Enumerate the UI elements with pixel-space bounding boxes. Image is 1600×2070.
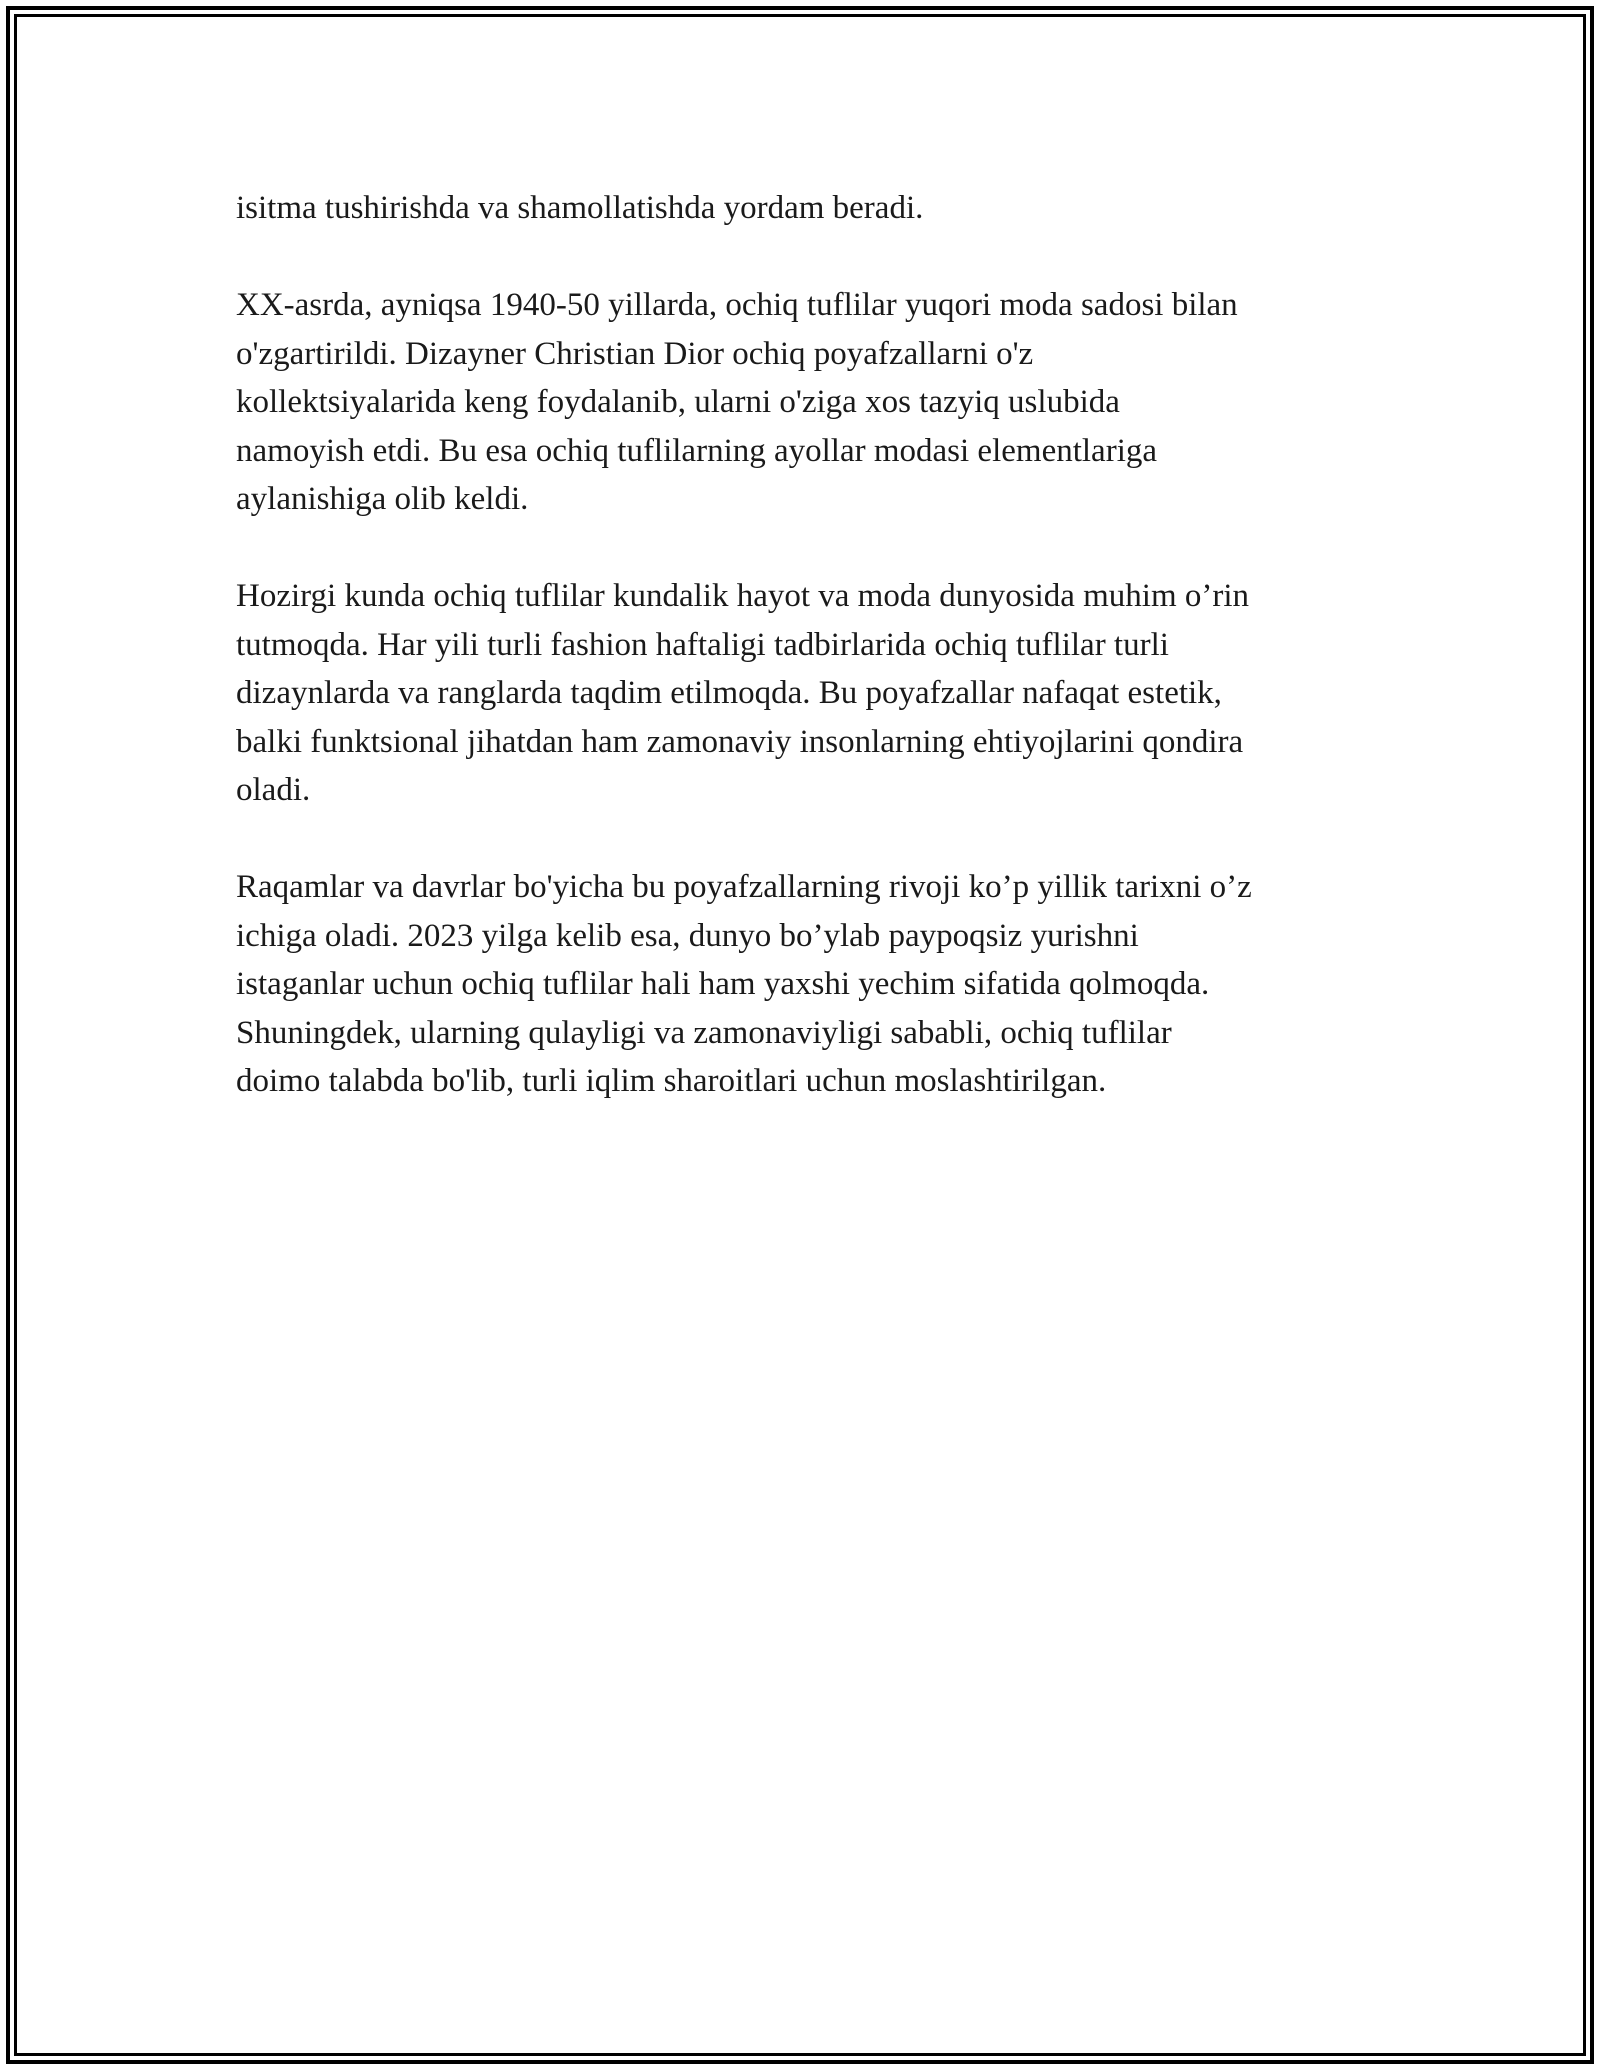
document-body [236,184,1386,1154]
paragraph-continuation: isitma tushirishda va shamollatishda yordam beradi. [236,190,924,226]
paragraph-present-day: Hozirgi kunda ochiq tuflilar kundalik hayot va moda dunyosida muhim o’rin tutmoqda. Har yili turli fashion haftaligi tadbirlarida ochiq tuflilar turli dizaynlarda va ranglarda taqdim etilmoqda. Bu poyafzallar nafaqat estetik, balki funktsional jihatdan ham zamonaviy insonlarning ehtiyojlarini qondira oladi. [236,578,1250,808]
paragraph-development: Raqamlar va davrlar bo'yicha bu poyafzallarning rivoji ko’p yillik tarixni o’z ichiga oladi. 2023 yilga kelib esa, dunyo bo’ylab paypoqsiz yurishni istaganlar uchun ochiq tuflilar hali ham yaxshi yechim sifatida qolmoqda. Shuningdek, ularning qulayligi va zamonaviyligi sababli, ochiq tuflilar doimo talabda bo'lib, turli iqlim sharoitlari uchun moslashtirilgan. [236,869,1252,1099]
paragraph-history: XX-asrda, ayniqsa 1940-50 yillarda, ochiq tuflilar yuqori moda sadosi bilan o'zgartirildi. Dizayner Christian Dior ochiq poyafzallarni o'z kollektsiyalarida keng foydalanib, ularni o'ziga xos tazyiq uslubida namoyish etdi. Bu esa ochiq tuflilarning ayollar modasi elementlariga aylanishiga olib keldi. [236,287,1238,517]
